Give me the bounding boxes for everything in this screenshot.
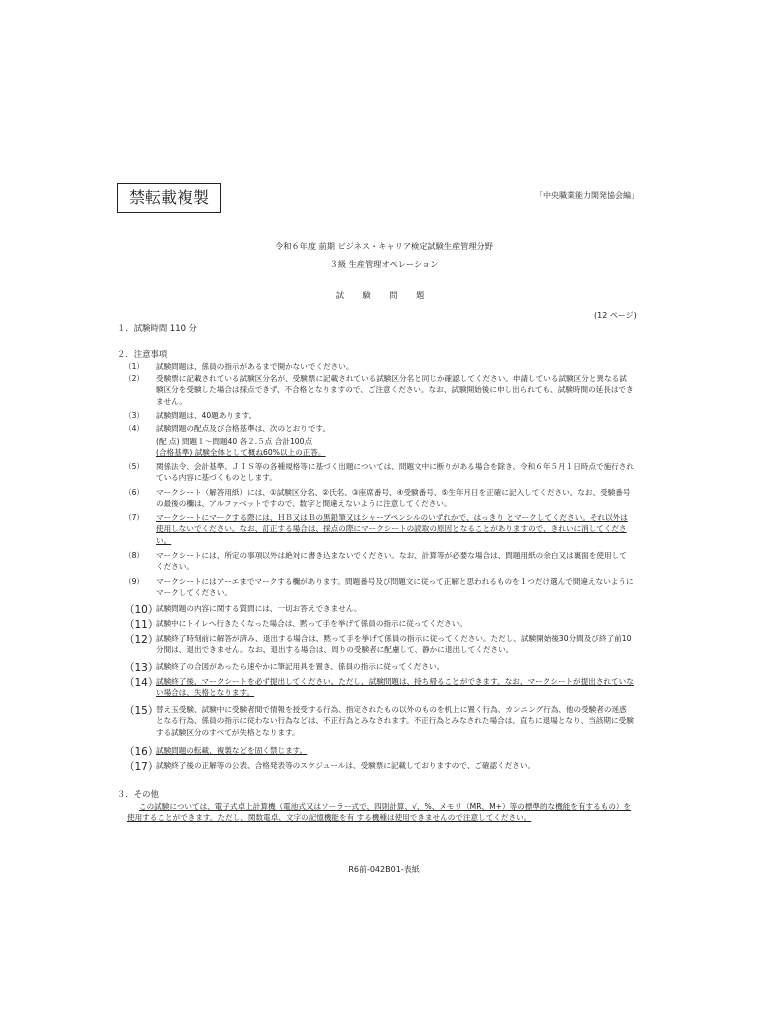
exam-heading: 試 験 問 題 bbox=[335, 290, 433, 300]
publisher-label: 「中央職業能力開発協会編」 bbox=[535, 191, 639, 200]
note-item: （8） マークシートには、所定の事項以外は絶対に書き込まないでください。なお、計算等が必要な場合は、問題用紙の余白又は裏面を使用してください。 bbox=[124, 551, 627, 572]
section-exam-time: １．試験時間 110 分 bbox=[117, 323, 197, 333]
note-item: （7） マークシートにマークする際には、ＨＢ又はＢの黒鉛筆又はシャープペンシルのいずれかで、はっきり とマークしてください。それ以外は使用しないでください。なお、訂正する場合は、採点の際にマークシートの読取の原因となることがありますので、きれいに消してください。 bbox=[124, 513, 628, 545]
note-item: （2） 受験票に記載されている試験区分名が、受験票に記載されている試験区分名と同じか確認してください。申請している試験区分と異なる試験区分を受験した場合は採点できず、不合格となりますので、ご注意ください。なお、試験開始後に申し出られても、試験時間の延長はできません。 bbox=[124, 374, 634, 406]
document-code: R6前-042B01-表紙 bbox=[348, 865, 420, 874]
note-item: （11） 試験中にトイレへ行きたくなった場合は、黙って手を挙げて係員の指示に従ってください。 bbox=[124, 619, 467, 631]
note-item: （16） 試験問題の転載、複製などを固く禁じます。 bbox=[124, 746, 308, 758]
section-other-heading: ３．その他 bbox=[117, 789, 159, 799]
exam-subtitle: ３級 生産管理オペレーション bbox=[329, 259, 439, 269]
note-item: （17） 試験終了後の正解等の公表、合格発表等のスケジュールは、受験票に記載しておりますので、ご確認ください。 bbox=[124, 761, 536, 773]
note-item: （12） 試験終了時刻前に解答が済み、退出する場合は、黙って手を挙げて係員の指示に従ってください。ただし、試験開始後30分間及び終了前10分間は、退出できません。なお、退出する場合は、周りの受験者に配慮して、静かに退出してください。 bbox=[124, 634, 632, 655]
note-item: （14） 試験終了後、マークシートを必ず提出してください。ただし、試験問題は、持ち帰ることができます。なお、マークシートが提出されていない場合は、失格となります。 bbox=[124, 677, 634, 698]
note-item: （9） マークシートにはアーエまでマークする欄があります。問題番号及び問題文に従って正解と思われるものを１つだけ選んで間違えないようにマークしてください。 bbox=[124, 577, 634, 598]
page-count: (12 ページ) bbox=[594, 311, 637, 320]
note-item: （10） 試験問題の内容に関する質問には、一切お答えできません。 bbox=[124, 604, 362, 616]
passing-criteria: (合格基準) 試験全体として概ね60%以上の正答。 bbox=[156, 448, 326, 458]
note-item: （6） マークシート（解答用紙）には、①試験区分名、②氏名、③座席番号、④受験番号、⑤生年月日を正確に記入してください。なお、受験番号の最後の欄は、アルファベットですので、数字と間違えないように注意してください。 bbox=[124, 488, 631, 509]
note-item: （4） 試験問題の配点及び合格基準は、次のとおりです。 bbox=[124, 424, 331, 433]
exam-title: 令和６年度 前期 ビジネス・キャリア検定試験生産管理分野 bbox=[275, 241, 493, 251]
note-item: （15） 替え玉受験、試験中に受験者間で情報を授受する行為、指定されたもの以外のものを机上に置く行為、カンニング行為、他の受験者の迷惑となる行為、係員の指示に従わない行為などは、不正行為とみなされます。不正行為とみなされた場合は、直ちに退場となり、当該期に受験する試験区分のすべてが失格となります。 bbox=[124, 705, 634, 737]
note-item: （13） 試験終了の合図があったら速やかに筆記用具を置き、係員の指示に従ってください。 bbox=[124, 662, 445, 674]
note-item: （5） 関係法令、会計基準、ＪＩＳ等の各種規格等に基づく出題については、問題文中に断りがある場合を除き、令和６年５月１日時点で施行されている内容に基づくものとします。 bbox=[124, 462, 634, 483]
no-reproduction-stamp: 禁転載複製 bbox=[117, 183, 221, 213]
scoring-table bbox=[124, 436, 634, 459]
section-notes-heading: ２．注意事項 bbox=[117, 349, 168, 359]
note-item: （3） 試験問題は、40題あります。 bbox=[124, 411, 257, 420]
note-item: （1） 試験問題は、係員の指示があるまで開かないでください。 bbox=[124, 362, 354, 371]
calculator-policy: この試験については、電子式卓上計算機（電池式又はソーラー式で、四則計算、√、%、メモリ（MR、M+）等の標準的な機能を有するもの）を使用することができます。ただし、関数電卓、文字の記憶機能を有 する機種は使用できませんので注意してください。 bbox=[127, 802, 632, 823]
scoring-row: (配 点) 問題１～問題40 各２.５点 合計100点 bbox=[156, 437, 313, 446]
